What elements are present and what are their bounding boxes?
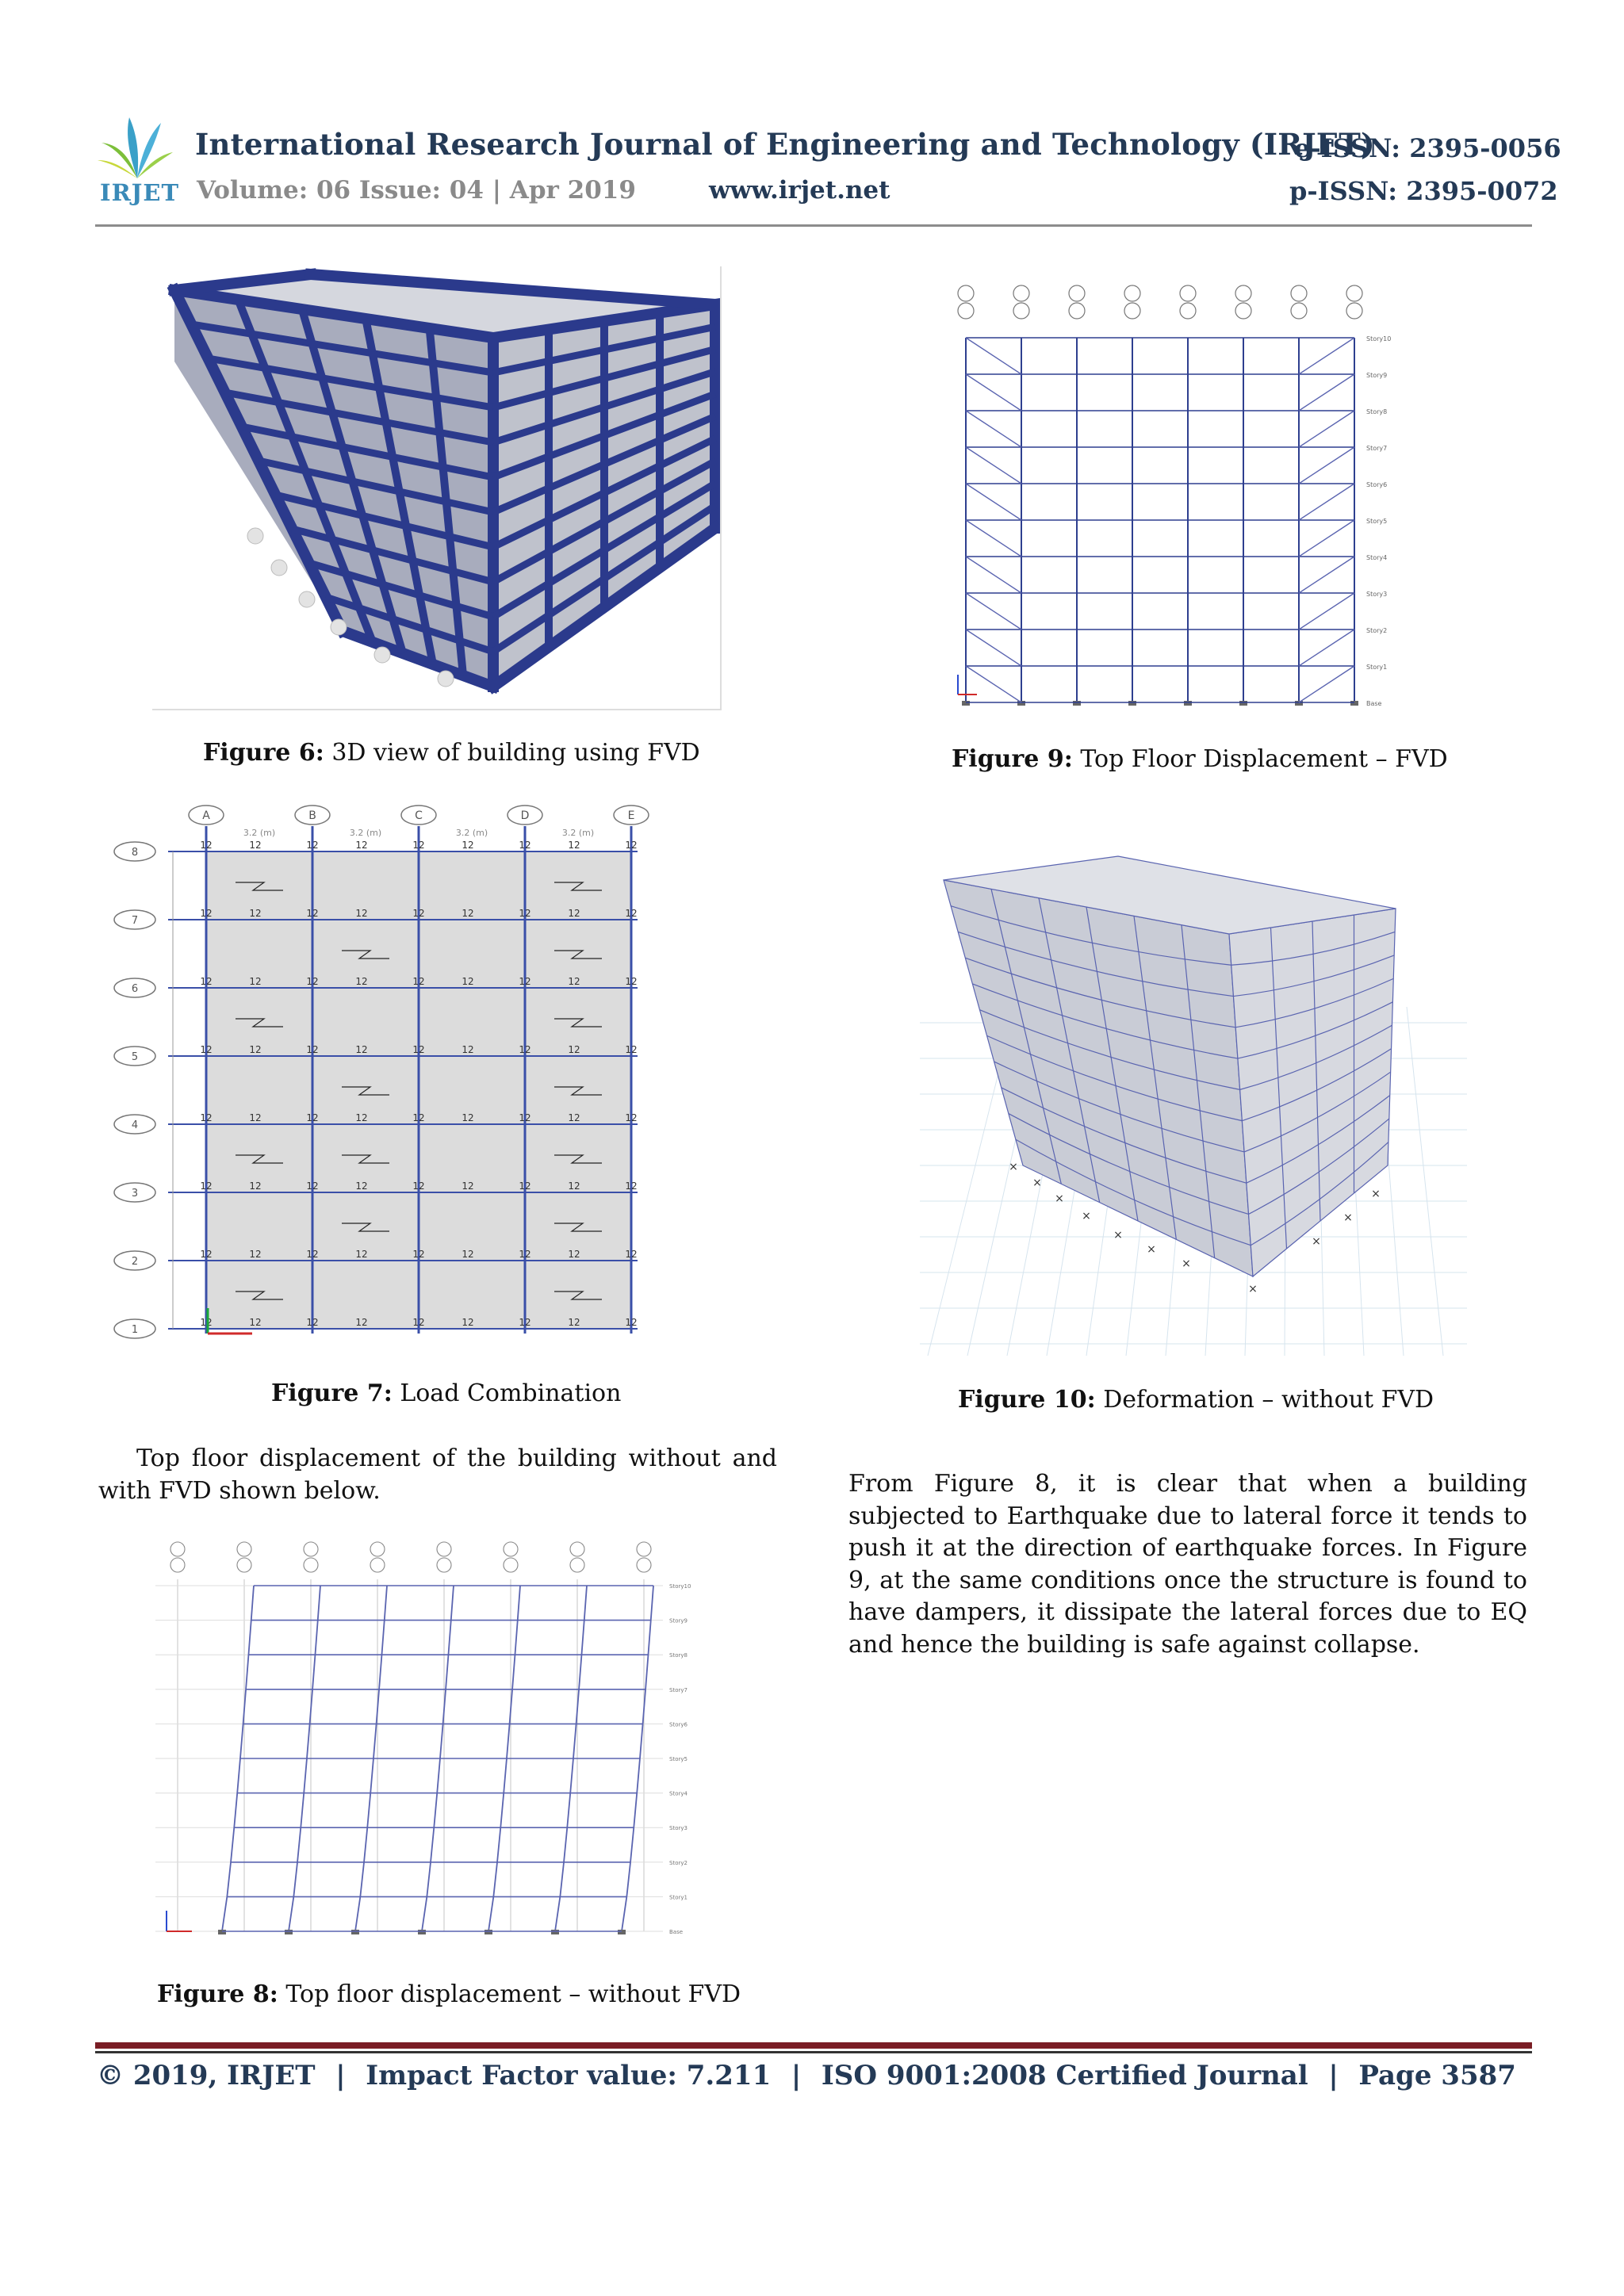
- span-label: 3.2 (m): [349, 828, 382, 838]
- damper-brace: [966, 374, 1021, 411]
- beam-label: 12: [412, 1044, 425, 1055]
- grid-row-label: 8: [131, 847, 139, 859]
- footer-separator: |: [791, 2060, 802, 2091]
- grid-col-label: B: [308, 809, 316, 822]
- support: [1017, 701, 1025, 706]
- grid-bubble: [370, 1542, 385, 1556]
- beam-label: 12: [200, 908, 213, 919]
- figure-8-image: [155, 1538, 710, 1950]
- support: [1295, 701, 1303, 706]
- beam-label: 12: [568, 1249, 580, 1260]
- beam-label: 12: [462, 976, 474, 987]
- story-label: Story3: [669, 1825, 688, 1832]
- grid-bubble: [1013, 303, 1029, 319]
- grid-bubble: [1346, 303, 1362, 319]
- grid-bubble: [170, 1542, 185, 1556]
- story-label: Story8: [669, 1652, 688, 1659]
- story-label: Story9: [669, 1617, 688, 1624]
- beam-label: 12: [568, 976, 580, 987]
- grid-bubble: [1346, 285, 1362, 301]
- beam-label: 12: [306, 840, 319, 851]
- beam-label: 12: [306, 976, 319, 987]
- beam-label: 12: [568, 1112, 580, 1123]
- damper-brace: [966, 484, 1021, 520]
- beam-label: 12: [306, 1317, 319, 1328]
- grid-bubble: [1291, 303, 1307, 319]
- story-label: Story8: [1366, 408, 1388, 415]
- support-mark: ×: [1009, 1161, 1018, 1173]
- support: [1239, 701, 1247, 706]
- footer-iso: ISO 9001:2008 Certified Journal: [821, 2060, 1308, 2091]
- figure-7-image: [111, 801, 666, 1348]
- support: [418, 1930, 426, 1934]
- grid-bubble: [570, 1558, 584, 1572]
- grid-bubble: [1124, 303, 1140, 319]
- footer: [97, 2060, 1516, 2091]
- beam-label: 12: [306, 1112, 319, 1123]
- damper-brace: [966, 666, 1021, 702]
- footer-page-number: Page 3587: [1358, 2060, 1516, 2091]
- damper-brace: [1299, 520, 1354, 557]
- story-label: Base: [669, 1929, 684, 1935]
- damper-brace: [1299, 338, 1354, 374]
- grid-row-label: 3: [131, 1188, 139, 1200]
- beam-label: 12: [519, 840, 531, 851]
- damper-brace: [966, 593, 1021, 629]
- beam-label: 12: [355, 976, 368, 987]
- footer-rule: [95, 2051, 1532, 2053]
- story-label: Story5: [1366, 518, 1388, 525]
- grid-bubble: [1235, 285, 1251, 301]
- support-mark: ×: [1371, 1188, 1381, 1200]
- footer-bar: [95, 2042, 1532, 2049]
- story-label: Story7: [669, 1686, 688, 1693]
- grid-row-label: 7: [131, 915, 139, 927]
- story-label: Story5: [669, 1756, 688, 1762]
- grid-bubble: [1069, 303, 1085, 319]
- support: [218, 1930, 226, 1934]
- beam-label: 12: [355, 1249, 368, 1260]
- grid-bubble: [304, 1558, 318, 1572]
- grid-bubble: [237, 1542, 251, 1556]
- grid-bubble: [1069, 285, 1085, 301]
- beam-label: 12: [625, 1044, 638, 1055]
- grid-bubble: [504, 1542, 518, 1556]
- beam-label: 12: [249, 1181, 262, 1192]
- grid-row-label: 1: [131, 1324, 139, 1336]
- grid-bubble: [437, 1558, 451, 1572]
- figure-7-caption: Figure 7: Load Combination: [271, 1380, 622, 1407]
- story-label: Story10: [669, 1583, 691, 1590]
- beam-label: 12: [355, 1317, 368, 1328]
- grid-bubble: [170, 1558, 185, 1572]
- beam-label: 12: [462, 840, 474, 851]
- figure-9-caption: Figure 9: Top Floor Displacement – FVD: [952, 745, 1448, 773]
- figure-10-image: [920, 848, 1467, 1356]
- support: [551, 1930, 559, 1934]
- beam-label: 12: [625, 1317, 638, 1328]
- grid-bubble: [570, 1542, 584, 1556]
- story-label: Story2: [1366, 627, 1388, 634]
- irjet-logo: [94, 111, 181, 182]
- grid-row-label: 4: [131, 1119, 139, 1131]
- story-label: Story2: [669, 1859, 688, 1866]
- beam-label: 12: [462, 1249, 474, 1260]
- support: [1073, 701, 1081, 706]
- grid-bubble: [370, 1558, 385, 1572]
- beam-label: 12: [249, 1112, 262, 1123]
- grid-bubble: [237, 1558, 251, 1572]
- beam-label: 12: [519, 908, 531, 919]
- beam-label: 12: [306, 908, 319, 919]
- support: [485, 1930, 492, 1934]
- support-mark: ×: [1032, 1177, 1042, 1189]
- volume-issue: Volume: 06 Issue: 04 | Apr 2019: [197, 176, 636, 205]
- beam-label: 12: [412, 1249, 425, 1260]
- beam-label: 12: [412, 976, 425, 987]
- grid-bubble: [637, 1558, 651, 1572]
- story-label: Story10: [1366, 335, 1392, 342]
- beam-label: 12: [200, 1317, 213, 1328]
- beam-label: 12: [462, 1317, 474, 1328]
- figure-9-image: [948, 282, 1392, 710]
- support-mark: ×: [1312, 1235, 1321, 1248]
- beam-label: 12: [462, 1112, 474, 1123]
- story-label: Base: [1366, 700, 1382, 707]
- beam-label: 12: [200, 976, 213, 987]
- support-mark: ×: [1343, 1211, 1353, 1224]
- grid-bubble: [958, 285, 974, 301]
- beam-label: 12: [412, 908, 425, 919]
- grid-bubble: [504, 1558, 518, 1572]
- body-paragraph-right: From Figure 8, it is clear that when a building subjected to Earthquake due to lateral force it tends to push it at the direction of earthquake forces. In Figure 9, at the same conditions once the structure is found to have dampers, it dissipate the lateral forces due to EQ and hence the building is safe against collapse.: [848, 1470, 1527, 1659]
- story-label: Story9: [1366, 372, 1388, 379]
- damper-brace: [1299, 411, 1354, 447]
- support-mark: ×: [1055, 1192, 1064, 1205]
- beam-label: 12: [355, 1044, 368, 1055]
- beam-label: 12: [412, 1112, 425, 1123]
- footer-separator: |: [335, 2060, 346, 2091]
- beam-label: 12: [568, 1044, 580, 1055]
- story-label: Story6: [669, 1721, 688, 1728]
- beam-label: 12: [200, 1112, 213, 1123]
- span-label: 3.2 (m): [561, 828, 595, 838]
- grid-bubble: [1235, 303, 1251, 319]
- span-label: 3.2 (m): [455, 828, 488, 838]
- beam-label: 12: [249, 1044, 262, 1055]
- grid-col-label: A: [202, 809, 210, 822]
- beam-label: 12: [568, 840, 580, 851]
- beam-label: 12: [200, 1249, 213, 1260]
- journal-name: International Research Journal of Engineering and Technology (IRJET): [195, 127, 1375, 162]
- beam-label: 12: [625, 908, 638, 919]
- beam-label: 12: [306, 1181, 319, 1192]
- footer-impact-factor: Impact Factor value: 7.211: [366, 2060, 772, 2091]
- damper-brace: [966, 447, 1021, 484]
- beam-label: 12: [568, 1317, 580, 1328]
- damper-brace: [966, 629, 1021, 666]
- story-label: Story7: [1366, 445, 1388, 452]
- beam-label: 12: [568, 1181, 580, 1192]
- support: [618, 1930, 626, 1934]
- beam-label: 12: [519, 1181, 531, 1192]
- beam-label: 12: [249, 1249, 262, 1260]
- figure-8-caption: Figure 8: Top floor displacement – without FVD: [157, 1980, 741, 2008]
- story-label: Story1: [669, 1894, 688, 1901]
- grid-row-label: 6: [131, 983, 139, 995]
- beam-label: 12: [249, 1317, 262, 1328]
- beam-label: 12: [625, 840, 638, 851]
- beam-label: 12: [200, 1181, 213, 1192]
- footer-separator: |: [1328, 2060, 1339, 2091]
- damper-brace: [1299, 666, 1354, 702]
- story-label: Story4: [669, 1790, 688, 1797]
- grid-col-label: E: [627, 809, 635, 822]
- beam-label: 12: [249, 976, 262, 987]
- beam-label: 12: [200, 1044, 213, 1055]
- story-label: Story6: [1366, 481, 1388, 488]
- footer-copyright: © 2019, IRJET: [97, 2060, 316, 2091]
- beam-label: 12: [355, 1181, 368, 1192]
- support-mark: ×: [1248, 1283, 1258, 1295]
- p-issn: p-ISSN: 2395-0072: [1289, 176, 1558, 206]
- support-mark: ×: [1113, 1229, 1123, 1242]
- support: [285, 1930, 293, 1934]
- body-paragraph-left: Top floor displacement of the building without and with FVD shown below.: [98, 1445, 777, 1505]
- figure-10-caption: Figure 10: Deformation – without FVD: [958, 1386, 1434, 1414]
- beam-label: 12: [625, 1249, 638, 1260]
- logo-text: IRJET: [100, 179, 180, 206]
- damper-brace: [1299, 447, 1354, 484]
- beam-label: 12: [462, 1044, 474, 1055]
- beam-label: 12: [412, 840, 425, 851]
- support-mark: ×: [1182, 1257, 1191, 1270]
- beam-label: 12: [519, 1317, 531, 1328]
- grid-bubble: [1180, 303, 1196, 319]
- beam-label: 12: [412, 1317, 425, 1328]
- story-label: Story4: [1366, 554, 1388, 561]
- beam-label: 12: [568, 908, 580, 919]
- damper-brace: [1299, 629, 1354, 666]
- grid-bubble: [1124, 285, 1140, 301]
- e-issn: e-ISSN: 2395-0056: [1294, 133, 1561, 163]
- support: [962, 701, 970, 706]
- support-mark: ×: [1147, 1243, 1156, 1256]
- damper-brace: [1299, 557, 1354, 593]
- building-front-face: [944, 880, 1253, 1276]
- beam-label: 12: [355, 1112, 368, 1123]
- beam-label: 12: [625, 1181, 638, 1192]
- story-label: Story1: [1366, 664, 1388, 671]
- damper-brace: [966, 411, 1021, 447]
- damper-brace: [1299, 374, 1354, 411]
- damper-brace: [1299, 484, 1354, 520]
- grid-bubble: [637, 1542, 651, 1556]
- beam-label: 12: [519, 1112, 531, 1123]
- beam-label: 12: [462, 908, 474, 919]
- span-label: 3.2 (m): [243, 828, 276, 838]
- beam-label: 12: [355, 840, 368, 851]
- journal-website[interactable]: www.irjet.net: [709, 176, 891, 205]
- beam-label: 12: [249, 840, 262, 851]
- support: [1350, 701, 1358, 706]
- grid-col-label: D: [520, 809, 530, 822]
- logo-leaf-icon: [94, 111, 181, 182]
- damper-brace: [966, 338, 1021, 374]
- figure-6-caption: Figure 6: 3D view of building using FVD: [203, 739, 700, 767]
- beam-label: 12: [625, 1112, 638, 1123]
- header-divider: [95, 224, 1532, 227]
- damper-brace: [966, 520, 1021, 557]
- beam-label: 12: [412, 1181, 425, 1192]
- ground-grid: [1407, 1007, 1443, 1356]
- grid-bubble: [437, 1542, 451, 1556]
- grid-bubble: [1180, 285, 1196, 301]
- beam-label: 12: [462, 1181, 474, 1192]
- grid-bubble: [304, 1542, 318, 1556]
- grid-row-label: 5: [131, 1051, 139, 1063]
- support: [351, 1930, 359, 1934]
- grid-row-label: 2: [131, 1256, 139, 1268]
- beam-label: 12: [625, 976, 638, 987]
- figure-6-image: [152, 266, 722, 710]
- damper-brace: [1299, 593, 1354, 629]
- grid-bubble: [958, 303, 974, 319]
- damper-brace: [966, 557, 1021, 593]
- beam-label: 12: [519, 1249, 531, 1260]
- story-label: Story3: [1366, 591, 1388, 598]
- grid-col-label: C: [415, 809, 423, 822]
- support: [1128, 701, 1136, 706]
- beam-label: 12: [249, 908, 262, 919]
- support-mark: ×: [1082, 1210, 1091, 1223]
- beam-label: 12: [200, 840, 213, 851]
- beam-label: 12: [306, 1249, 319, 1260]
- beam-label: 12: [519, 1044, 531, 1055]
- grid-bubble: [1291, 285, 1307, 301]
- beam-label: 12: [355, 908, 368, 919]
- grid-bubble: [1013, 285, 1029, 301]
- beam-label: 12: [519, 976, 531, 987]
- beam-label: 12: [306, 1044, 319, 1055]
- support: [1184, 701, 1192, 706]
